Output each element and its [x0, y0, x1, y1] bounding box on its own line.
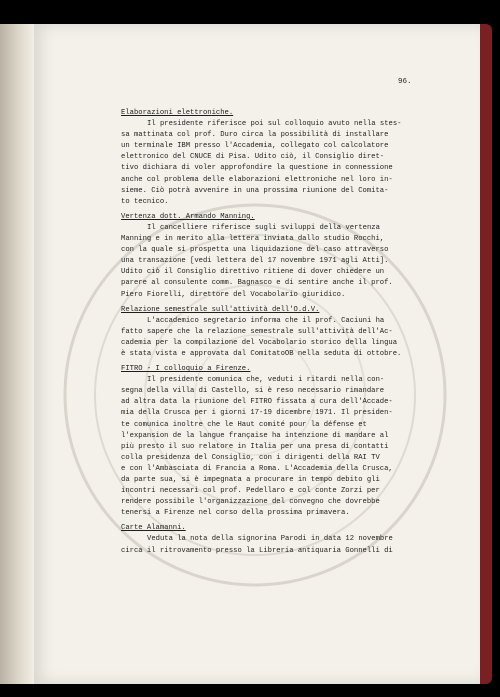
text-line: rendere possibile l'organizzazione del convegno che dovrebbe — [121, 498, 380, 507]
text-line: una transazione [vedi lettera del 17 novembre 1971 agli Atti]. — [121, 257, 389, 266]
text-line: colla presidenza del Consiglio, con i dirigenti della RAI TV — [121, 453, 380, 462]
section-body-relazione — [121, 316, 433, 360]
text-line: anche col problema delle elaborazioni elettroniche nel loro in- — [121, 175, 393, 184]
document-body — [121, 104, 433, 557]
text-line: parere al consulente comm. Bagnasco e di sentire anche il prof. — [121, 279, 393, 288]
text-line: Manning e in merito alla lettera inviata dallo studio Rocchi, — [121, 235, 385, 244]
text-line: Udito ciò il Consiglio direttivo ritiene di dover chiedere un — [121, 268, 385, 277]
section-heading-vertenza: Vertenza dott. Armando Manning. — [121, 212, 255, 221]
text-line: Il presidente riferisce poi sul colloquio avuto nella stes- — [147, 120, 402, 129]
section-body-carte-alamanni — [121, 534, 433, 556]
page-number: 96. — [398, 78, 412, 86]
text-line: mia della Crusca per i giorni 17-19 dicembre 1971. Il presiden- — [121, 409, 393, 418]
text-line: L'accademico segretario informa che il prof. Caciuni ha — [147, 316, 385, 325]
text-line: te comunica inoltre che le Haut comité pour la défense et — [121, 420, 367, 429]
text-line: cademia per la compilazione del Vocabolario storico della lingua — [121, 338, 398, 347]
text-line: Piero Fiorelli, direttore del Vocabolario giuridico. — [121, 290, 346, 299]
text-line: Veduta la nota della signorina Parodi in data 12 novembre — [147, 535, 393, 544]
book-spine — [0, 24, 34, 684]
text-line: l'expansion de la langue française ha intenzione di mandare al — [121, 431, 389, 440]
text-line: tenersi a Firenze nel corso della prossima primavera. — [121, 509, 350, 518]
text-line: tivo dichiara di voler approfondire la questione in connessione — [121, 164, 393, 173]
text-line: un terminale IBM presso l'Accademia, collegato col calcolatore — [121, 142, 389, 151]
text-line: è stata vista e approvata dal ComitatoOB nella seduta di ottobre. — [121, 349, 402, 358]
text-line: sa mattinata col prof. Duro circa la possibilità di installare — [121, 131, 389, 140]
section-body-elaborazioni — [121, 119, 433, 208]
text-line: sieme. Ciò potrà avvenire in una prossima riunione del Comita- — [121, 186, 389, 195]
section-body-vertenza — [121, 223, 433, 301]
text-line: elettronico del CNUCE di Pisa. Udito ciò, il Consiglio diret- — [121, 153, 385, 162]
section-heading-carte-alamanni: Carte Alamanni. — [121, 524, 186, 533]
section-heading-elaborazioni: Elaborazioni elettroniche. — [121, 109, 234, 117]
text-line: segna della villa di Castello, si è reso necessario rimandare — [121, 387, 385, 396]
text-line: fatto sapere che la relazione semestrale sull'attività dell'Ac- — [121, 327, 393, 336]
text-line: Il presidente comunica che, veduti i ritardi nella con- — [147, 376, 385, 385]
text-line: più presto il suo relatore in Italia per una presa di contatti — [121, 442, 389, 451]
section-heading-fitro: FITRO - I colloquio a Firenze. — [121, 365, 251, 374]
text-line: Il cancelliere riferisce sugli sviluppi della vertenza — [147, 223, 380, 232]
text-line: ad altra data la riunione del FITRO fissata a cura dell'Accade- — [121, 398, 393, 407]
section-heading-relazione: Relazione semestrale sull'attività dell'O.d.V. — [121, 305, 320, 314]
text-line: circa il ritrovamento presso la Libreria antiquaria Gonnelli di — [121, 546, 393, 555]
text-line: e con l'Ambasciata di Francia a Roma. L'Accademia della Crusca, — [121, 464, 393, 473]
text-line: da parte sua, si è impegnata a procurare in tempo debito gli — [121, 476, 380, 484]
text-line: con la quale si prospetta una liquidazione del caso attraverso — [121, 246, 389, 255]
text-line: to tecnico. — [121, 197, 169, 206]
section-body-fitro — [121, 375, 433, 519]
text-line: incontri necessari col prof. Pedellaro e col conte Zorzi per — [121, 487, 380, 496]
